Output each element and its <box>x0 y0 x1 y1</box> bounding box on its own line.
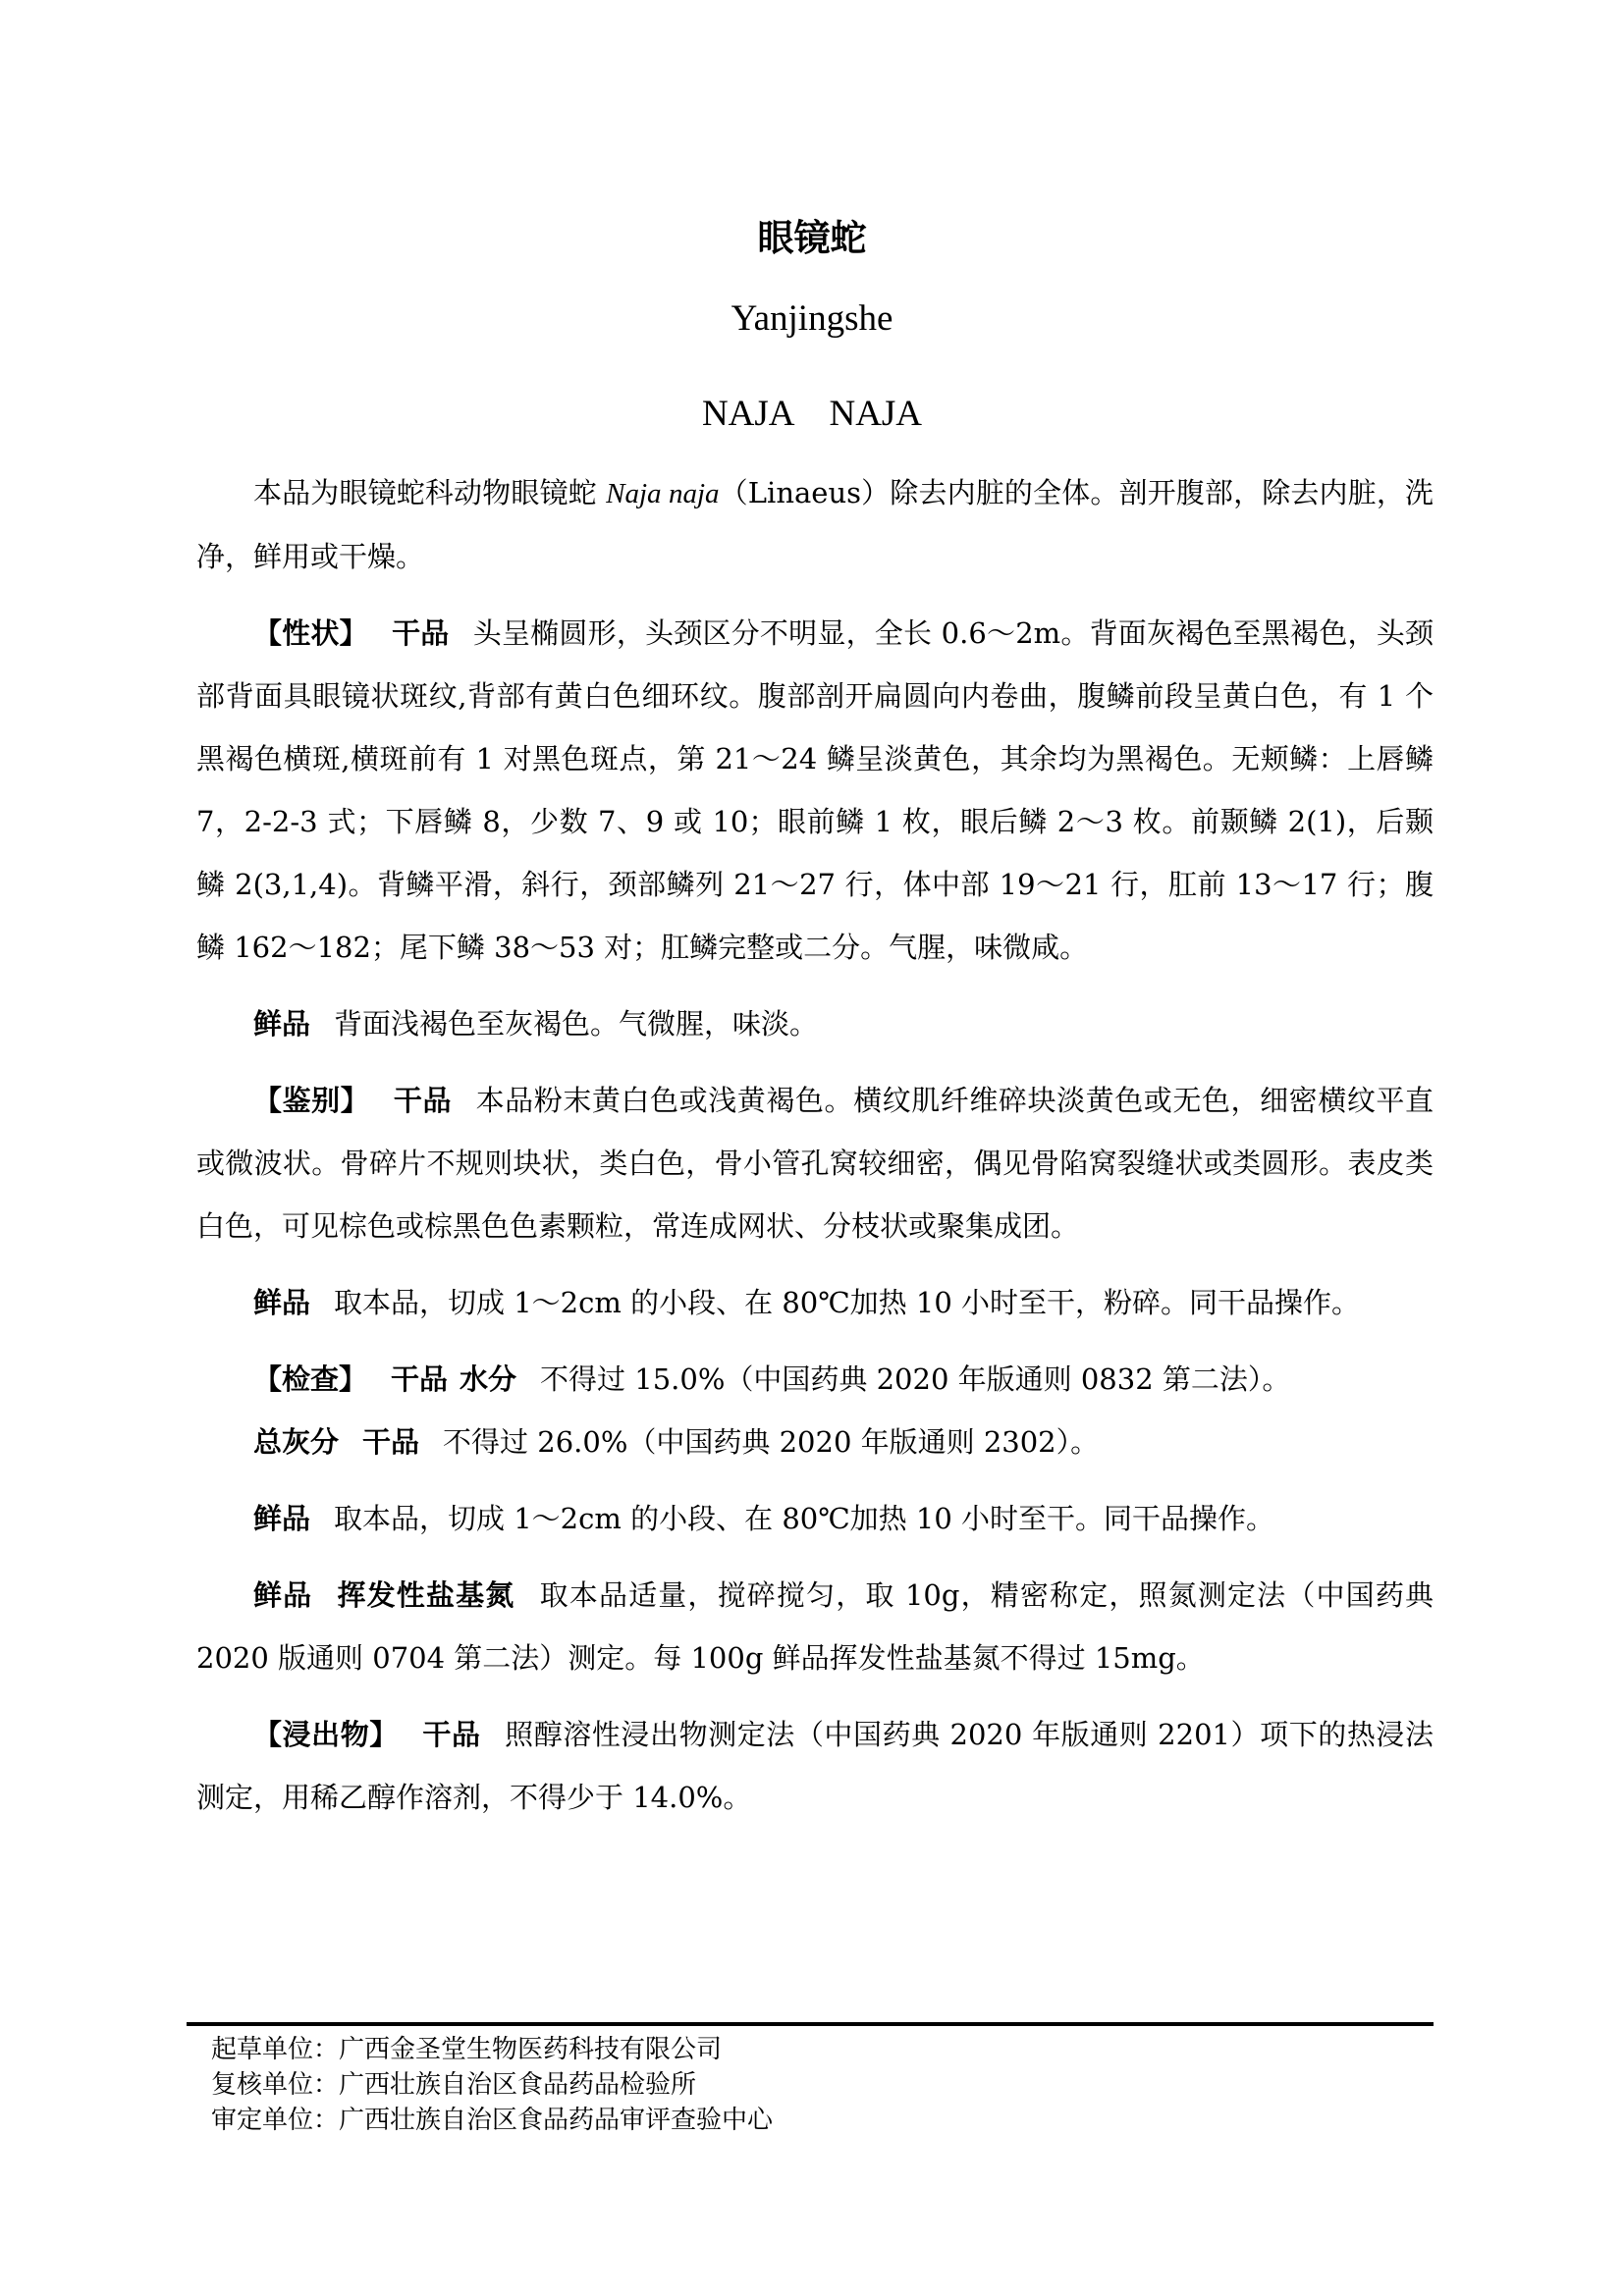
inspection-fresh2-label: 鲜品 <box>253 1578 313 1612</box>
monograph-body <box>196 461 1434 1829</box>
identification-dry-label: 干品 <box>393 1084 453 1117</box>
inspection-fresh-paragraph <box>196 1487 1434 1550</box>
ash-dry-label: 干品 <box>362 1425 420 1459</box>
characters-heading: 【性状】 <box>253 616 368 650</box>
extract-paragraph <box>196 1703 1434 1829</box>
intro-text-before: 本品为眼镜蛇科动物眼镜蛇 <box>253 476 607 509</box>
inspection-moisture-paragraph <box>196 1348 1434 1411</box>
extract-heading: 【浸出物】 <box>253 1718 399 1751</box>
identification-fresh-paragraph <box>196 1271 1434 1334</box>
latin-name: NAJA NAJA <box>701 394 923 434</box>
identification-fresh-label: 鲜品 <box>253 1286 311 1319</box>
identification-heading: 【鉴别】 <box>253 1084 370 1117</box>
inspection-ash-paragraph <box>196 1411 1434 1473</box>
vbn-text: 取本品适量，搅碎搅匀，取 10g，精密称定，照氮测定法（中国药典 2020 版通则 0704 第二法）测定。每 100g 鲜品挥发性盐基氮不得过 15mg。 <box>196 1578 1434 1675</box>
inspection-dry-label: 干品 <box>391 1362 449 1396</box>
footer-divider <box>187 2022 1434 2026</box>
inspection-heading: 【检查】 <box>253 1362 368 1396</box>
inspection-vbn-paragraph <box>196 1564 1434 1689</box>
intro-text-after: （Linaeus）除去内脏的全体。剖开腹部，除去内脏，洗净，鲜用或干燥。 <box>196 476 1434 573</box>
approval-unit: 审定单位：广西壮族自治区食品药品审评查验中心 <box>211 2106 774 2135</box>
identification-dry-paragraph <box>196 1069 1434 1257</box>
identification-fresh-text: 取本品，切成 1～2cm 的小段、在 80℃加热 10 小时至干，粉碎。同干品操作。 <box>334 1286 1360 1319</box>
extract-text: 照醇溶性浸出物测定法（中国药典 2020 年版通则 2201）项下的热浸法测定，用稀乙醇作溶剂，不得少于 14.0%。 <box>196 1718 1434 1814</box>
characters-dry-label: 干品 <box>391 616 450 650</box>
species-name: Naja naja <box>606 478 720 509</box>
characters-fresh-label: 鲜品 <box>253 1007 311 1041</box>
inspection-fresh-text: 取本品，切成 1～2cm 的小段、在 80℃加热 10 小时至干。同干品操作。 <box>334 1502 1274 1535</box>
ash-text: 不得过 26.0%（中国药典 2020 年版通则 2302）。 <box>443 1425 1100 1459</box>
characters-fresh-paragraph <box>196 992 1434 1055</box>
moisture-text: 不得过 15.0%（中国药典 2020 年版通则 0832 第二法）。 <box>540 1362 1291 1396</box>
footer-credits <box>211 2032 773 2138</box>
vbn-label: 挥发性盐基氮 <box>336 1578 515 1612</box>
pinyin-name: Yanjingshe <box>731 298 893 339</box>
review-unit: 复核单位：广西壮族自治区食品药品检验所 <box>211 2070 697 2100</box>
ash-label: 总灰分 <box>253 1425 340 1459</box>
moisture-label: 水分 <box>460 1362 517 1396</box>
intro-paragraph <box>196 461 1434 588</box>
inspection-fresh-label: 鲜品 <box>253 1502 311 1535</box>
characters-fresh-text: 背面浅褐色至灰褐色。气微腥，味淡。 <box>334 1007 819 1041</box>
monograph-title: 眼镜蛇 <box>757 217 867 259</box>
extract-dry-label: 干品 <box>421 1718 481 1751</box>
identification-dry-text: 本品粉末黄白色或浅黄褐色。横纹肌纤维碎块淡黄色或无色，细密横纹平直或微波状。骨碎片不规则块状，类白色，骨小管孔窝较细密，偶见骨陷窝裂缝状或类圆形。表皮类白色，可见棕色或棕黑色色素颗粒，常连成网状、分枝状或聚集成团。 <box>196 1084 1434 1243</box>
characters-dry-paragraph <box>196 602 1434 979</box>
drafting-unit: 起草单位：广西金圣堂生物医药科技有限公司 <box>211 2035 723 2064</box>
characters-dry-text: 头呈椭圆形，头颈区分不明显，全长 0.6～2m。背面灰褐色至黑褐色，头颈部背面具眼镜状斑纹,背部有黄白色细环纹。腹部剖开扁圆向内卷曲，腹鳞前段呈黄白色，有 1 个黑褐色横斑,横斑前有 1 对黑色斑点，第 21～24 鳞呈淡黄色，其余均为黑褐色。无颊鳞：上唇鳞 7，2-2-3 式；下唇鳞 8，少数 7、9 或 10；眼前鳞 1 枚，眼后鳞 2～3 枚。前颞鳞 2(1)，后颞鳞 2(3,1,4)。背鳞平滑，斜行，颈部鳞列 21～27 行，体中部 19～21 行，肛前 13～17 行；腹鳞 162～182；尾下鳞 38～53 对；肛鳞完整或二分。气腥，味微咸。 <box>196 616 1434 964</box>
